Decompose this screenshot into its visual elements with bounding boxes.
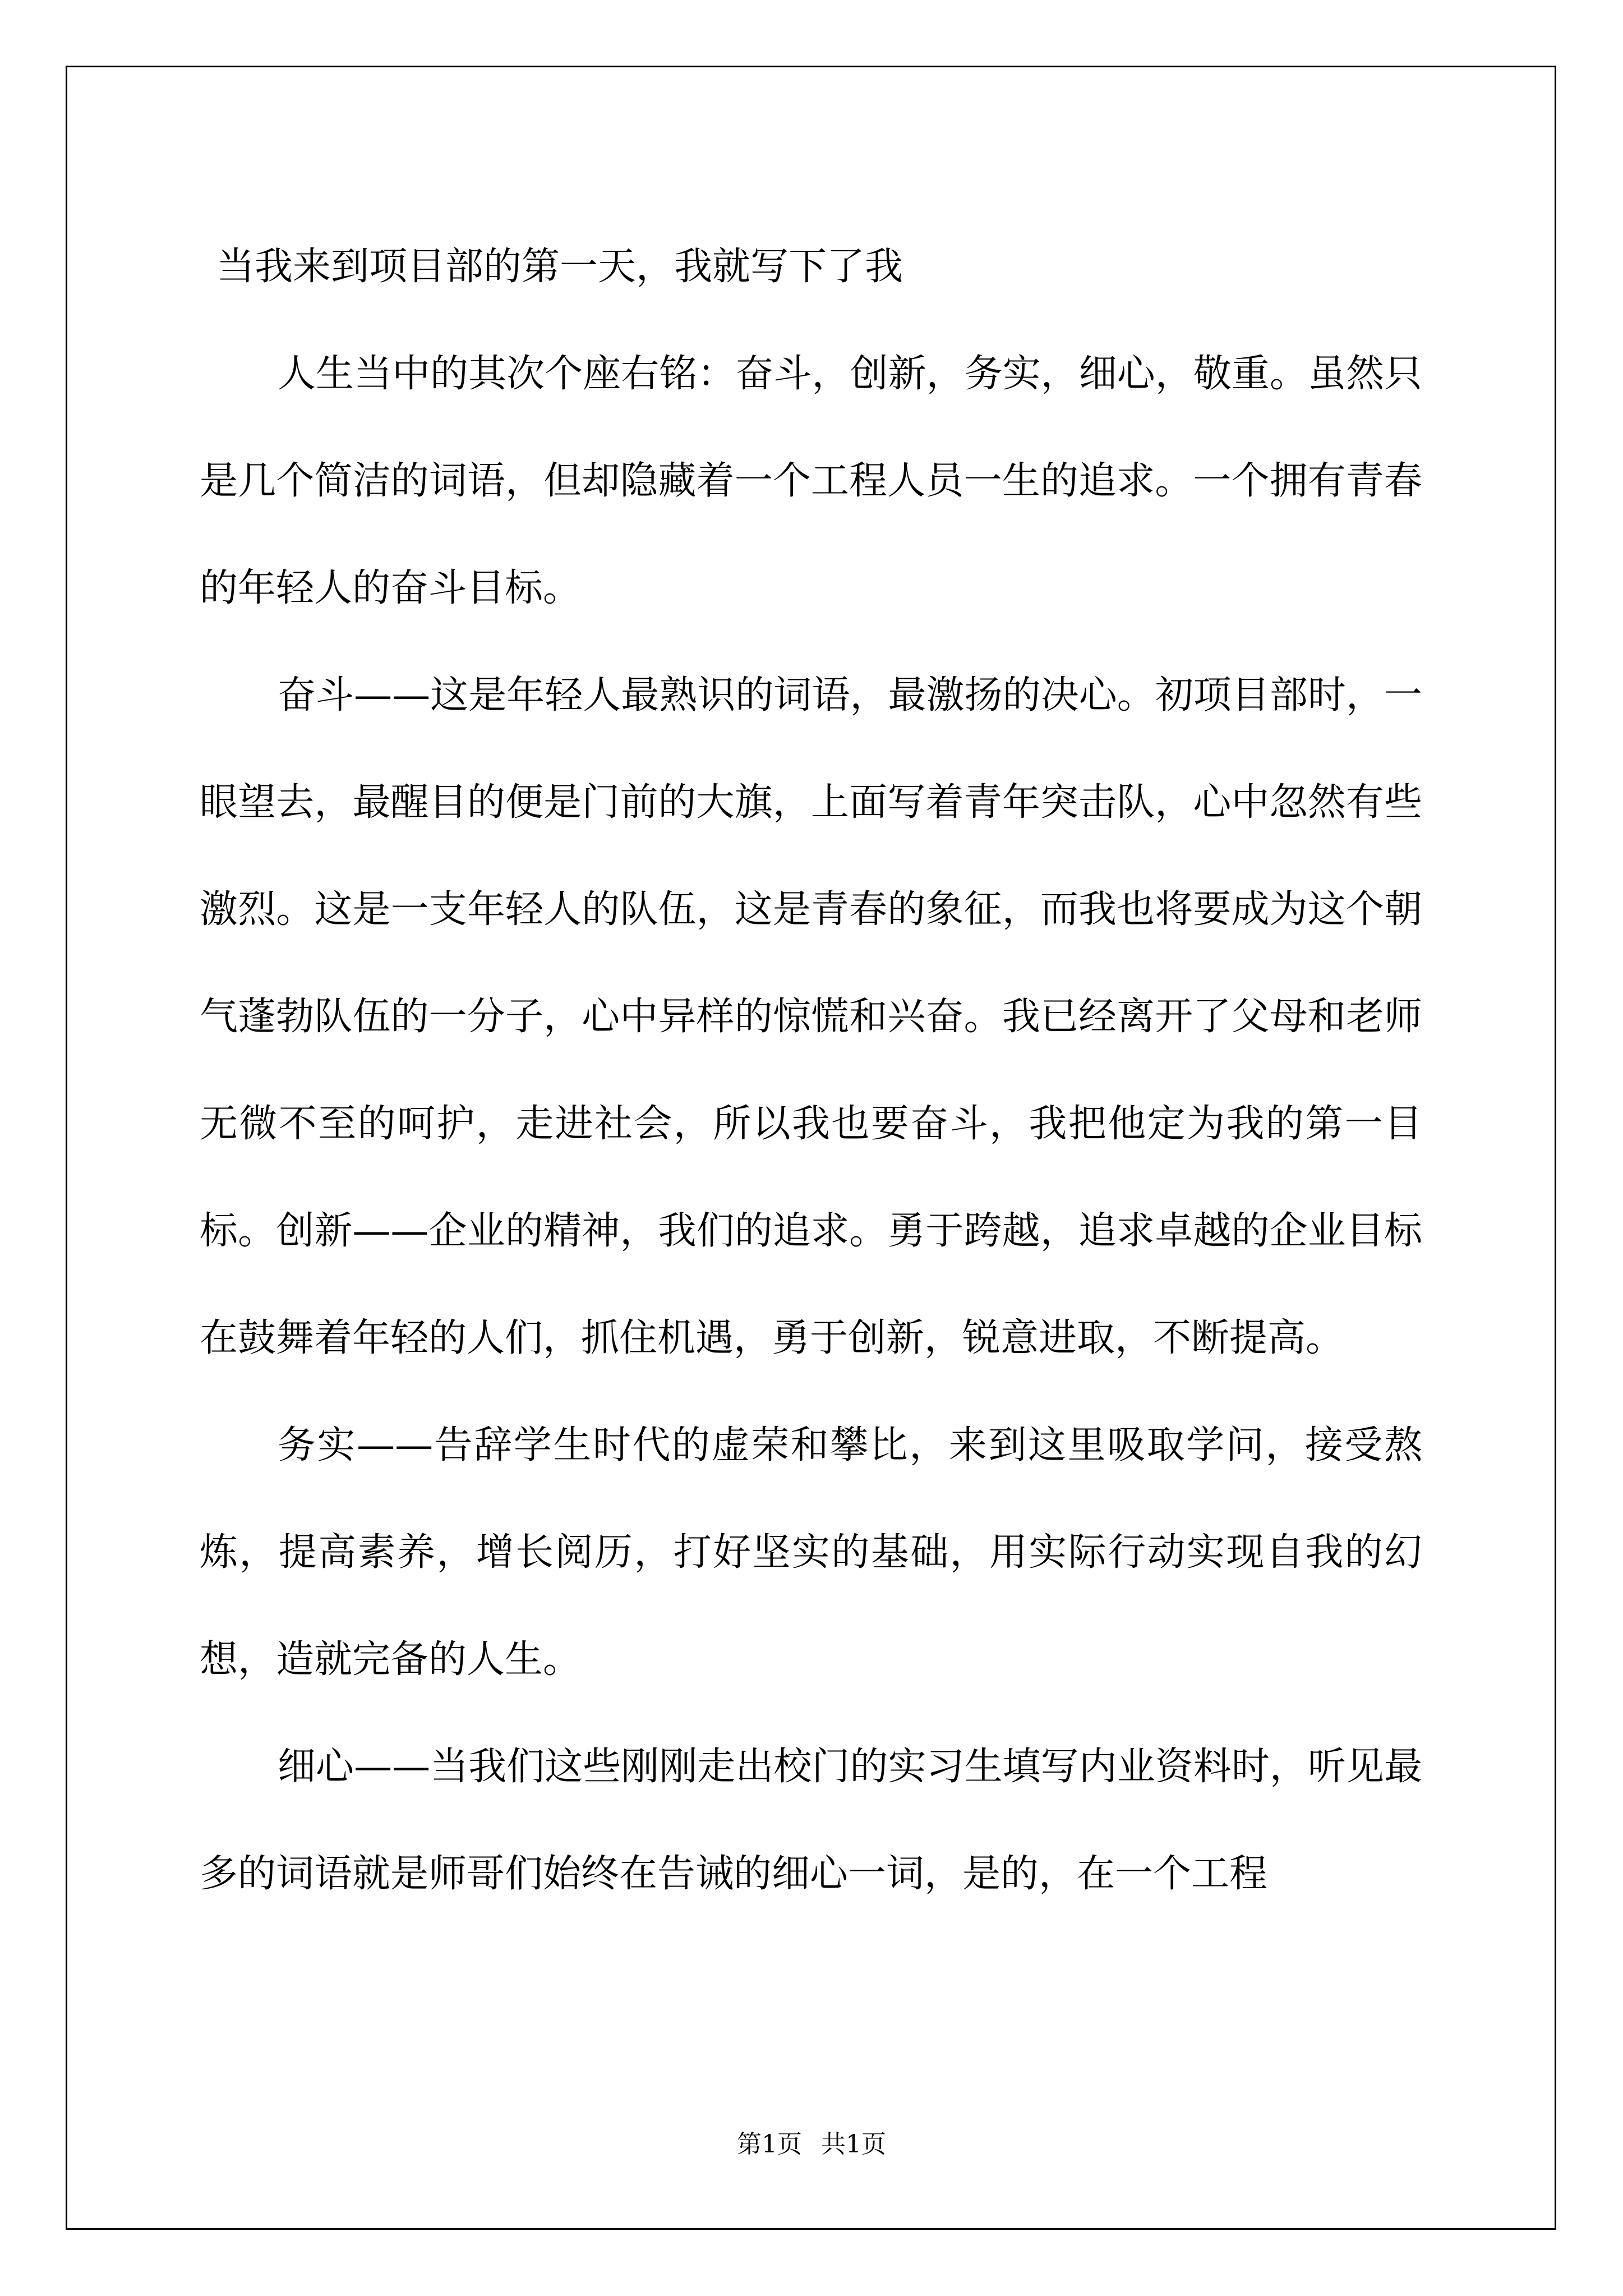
paragraph-3: 奋斗——这是年轻人最熟识的词语，最激扬的决心。初项目部时，一眼望去，最醒目的便是门前的大旗，上面写着青年突击队，心中忽然有些激烈。这是一支年轻人的队伍，这是青春的象征，而我也将要成为这个朝气蓬勃队伍的一分子，心中异样的惊慌和兴奋。我已经离开了父母和老师无微不至的呵护，走进社会，所以我也要奋斗，我把他定为我的第一目标。创新——企业的精神，我们的追求。勇于跨越，追求卓越的企业目标在鼓舞着年轻的人们，抓住机遇，勇于创新，锐意进取，不断提高。 bbox=[200, 673, 1422, 1360]
page-footer bbox=[0, 2124, 1623, 2160]
document-body bbox=[200, 213, 1422, 1927]
paragraph-2: 人生当中的其次个座右铭：奋斗，创新，务实，细心，敬重。虽然只是几个简洁的词语，但却隐藏着一个工程人员一生的追求。一个拥有青春的年轻人的奋斗目标。 bbox=[200, 352, 1422, 610]
paragraph-1: 当我来到项目部的第一天，我就写下了我 bbox=[216, 245, 903, 289]
page-number-total: 共1页 bbox=[821, 2130, 886, 2159]
paragraph-5: 细心——当我们这些刚刚走出校门的实习生填写内业资料时，听见最多的词语就是师哥们始终在告诫的细心一词，是的，在一个工程 bbox=[200, 1745, 1422, 1896]
paragraph-4: 务实——告辞学生时代的虚荣和攀比，来到这里吸取学问，接受熬炼，提高素养，增长阅历，打好坚实的基础，用实际行动实现自我的幻想，造就完备的人生。 bbox=[200, 1423, 1422, 1682]
page-number-current: 第1页 bbox=[737, 2130, 802, 2159]
